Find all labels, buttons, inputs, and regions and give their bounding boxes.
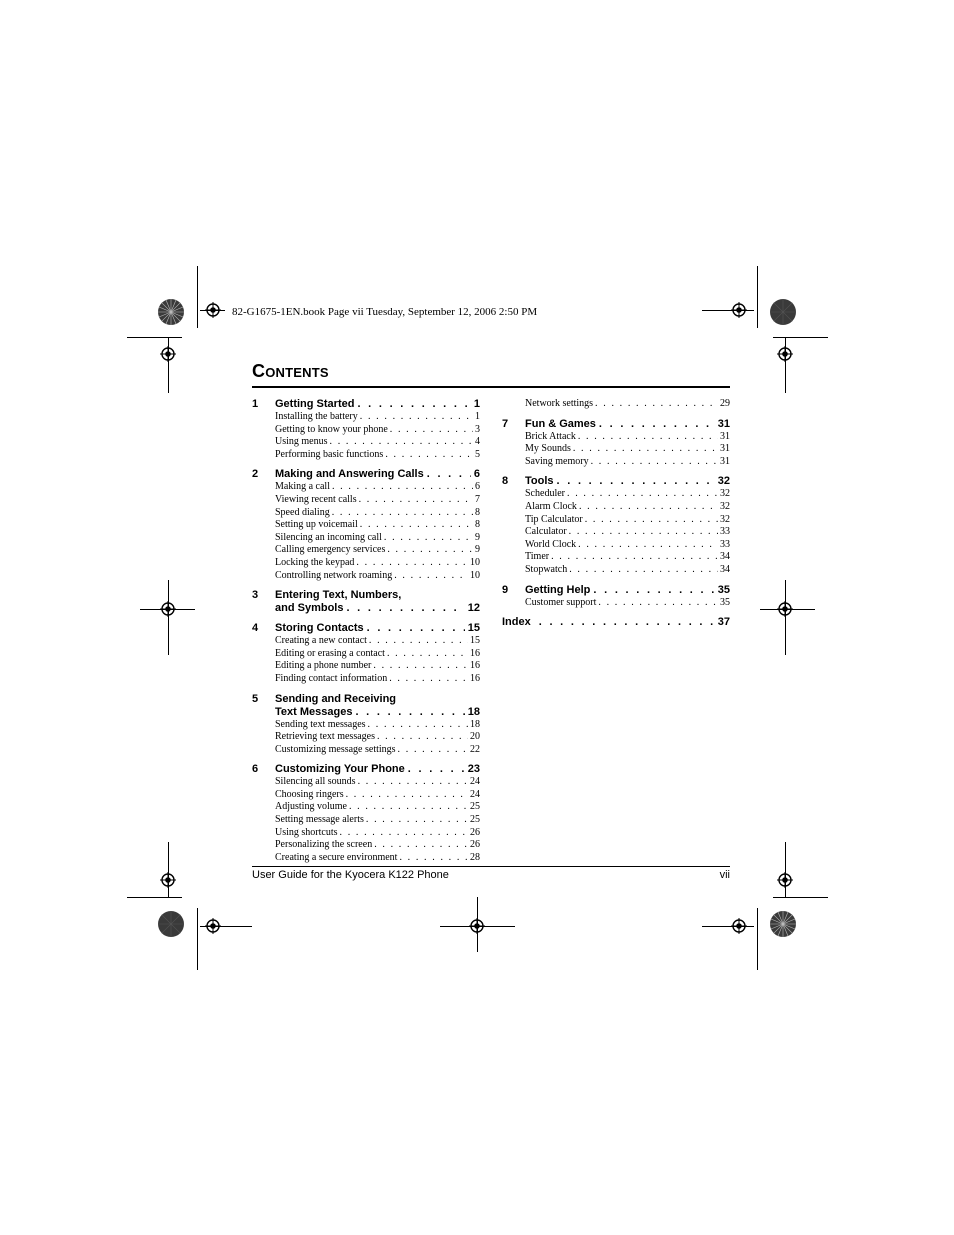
dot-leader: [340, 827, 469, 840]
registration-mark-icon: [731, 918, 747, 934]
dot-leader: [332, 481, 473, 494]
toc-entry-label: Scheduler: [525, 488, 565, 500]
toc-entry-page: 24: [470, 788, 480, 800]
printer-starburst-icon: [769, 298, 797, 326]
chapter-title[interactable]: [275, 602, 480, 615]
printer-starburst-icon: [769, 910, 797, 938]
dot-leader: [359, 494, 473, 507]
dot-leader: [373, 660, 468, 673]
toc-entry[interactable]: [525, 488, 730, 501]
dot-leader: [360, 411, 473, 424]
toc-entry-page: 32: [720, 513, 730, 525]
toc-entry-page: 8: [475, 519, 480, 531]
toc-entry-label: Alarm Clock: [525, 500, 577, 512]
index-label: Index: [502, 616, 531, 629]
toc-entry-label: Calculator: [525, 526, 567, 538]
chapter-title-text: Tools: [525, 475, 554, 488]
chapter-body: [275, 763, 480, 864]
chapter-title-text: Making and Answering Calls: [275, 468, 424, 481]
toc-entry-page: 22: [470, 743, 480, 755]
toc-entry-label: Creating a secure environment: [275, 851, 398, 863]
toc-entry[interactable]: [525, 526, 730, 539]
toc-entry-page: 26: [470, 839, 480, 851]
toc-entry[interactable]: [275, 519, 480, 532]
toc-entry[interactable]: [525, 443, 730, 456]
toc-entry[interactable]: [275, 507, 480, 520]
toc-entry-label: Locking the keypad: [275, 556, 355, 568]
toc-entry-label: Adjusting volume: [275, 801, 347, 813]
dot-leader: [369, 635, 468, 648]
chapter-body: [275, 622, 480, 685]
toc-entry[interactable]: [275, 719, 480, 732]
toc-entry-page: 10: [470, 556, 480, 568]
dot-leader: [357, 398, 470, 411]
printer-starburst-icon: [157, 298, 185, 326]
toc-entry-page: 18: [470, 718, 480, 730]
chapter-title[interactable]: [525, 475, 730, 488]
toc-entry[interactable]: [525, 431, 730, 444]
toc-entry-label: Brick Attack: [525, 430, 576, 442]
dot-leader: [557, 475, 715, 488]
toc-entry-page: 20: [470, 731, 480, 743]
registration-mark-icon: [777, 601, 793, 617]
registration-mark-icon: [205, 302, 221, 318]
dot-leader: [389, 673, 468, 686]
toc-entry-label: Tip Calculator: [525, 513, 583, 525]
toc-entry-label: Saving memory: [525, 455, 589, 467]
toc-entry-label: Editing or erasing a contact: [275, 647, 385, 659]
chapter-title[interactable]: [525, 584, 730, 597]
toc-entry[interactable]: [525, 597, 730, 610]
chapter-page: 12: [467, 602, 480, 615]
toc-entry[interactable]: [275, 449, 480, 462]
dot-leader: [356, 557, 468, 570]
footer-guide-title: User Guide for the Kyocera K122 Phone: [252, 869, 449, 881]
chapter-body: [275, 398, 480, 461]
chapter-page: 1: [473, 398, 480, 410]
chapter-number: 9: [502, 583, 509, 596]
toc-entry[interactable]: [275, 570, 480, 583]
dot-leader: [599, 418, 715, 431]
toc-entry-page: 8: [475, 506, 480, 518]
toc-entry-label: Retrieving text messages: [275, 731, 375, 743]
toc-entry-label: Editing a phone number: [275, 660, 372, 672]
toc-entry-label: World Clock: [525, 538, 577, 550]
chapter-title-text: Fun & Games: [525, 417, 596, 430]
dot-leader: [385, 449, 473, 462]
chapter-title-first-line: Sending and Receiving: [275, 692, 397, 705]
toc-entry[interactable]: [525, 551, 730, 564]
toc-entry[interactable]: [275, 839, 480, 852]
page-title-initial: C: [252, 361, 266, 381]
toc-entry-page: 34: [720, 551, 730, 563]
toc-chapter: [502, 584, 730, 610]
toc-entry[interactable]: [525, 456, 730, 469]
chapter-page: 32: [717, 475, 730, 488]
registration-mark-icon: [205, 918, 221, 934]
chapter-title[interactable]: [275, 622, 480, 635]
toc-entry[interactable]: [275, 494, 480, 507]
registration-mark-icon: [777, 346, 793, 362]
toc-entry-page: 25: [470, 814, 480, 826]
toc-entry[interactable]: [275, 557, 480, 570]
toc-chapter: [252, 763, 480, 864]
toc-entry-page: 29: [720, 398, 730, 409]
chapter-page: 18: [467, 705, 480, 718]
dot-leader: [358, 776, 468, 789]
registration-mark-icon: [469, 918, 485, 934]
dot-leader: [398, 744, 468, 757]
toc-entry-page: 33: [720, 526, 730, 538]
toc-entry-label: Silencing all sounds: [275, 776, 356, 788]
page-title: [252, 361, 329, 382]
toc-chapter: [252, 622, 480, 685]
toc-entry-label: Calling emergency services: [275, 544, 386, 556]
chapter-number: 1: [252, 398, 259, 410]
registration-mark-icon: [777, 872, 793, 888]
toc-entry[interactable]: [275, 789, 480, 802]
chapter-title-line[interactable]: [275, 589, 480, 602]
toc-entry-label: Using menus: [275, 436, 328, 448]
chapter-body: [275, 693, 480, 757]
dot-leader: [330, 436, 474, 449]
dot-leader: [578, 431, 718, 444]
dot-leader: [539, 616, 715, 628]
chapter-title-text: Getting Started: [275, 398, 355, 410]
toc-entry[interactable]: [275, 814, 480, 827]
toc-chapter: [252, 693, 480, 757]
chapter-title-text: Text Messages: [275, 705, 353, 718]
toc-entry-page: 9: [475, 531, 480, 543]
toc-entry-page: 35: [720, 596, 730, 608]
toc-entry-label: Sending text messages: [275, 718, 366, 730]
toc-entry[interactable]: [275, 673, 480, 686]
toc-entry[interactable]: [275, 801, 480, 814]
dot-leader: [367, 622, 465, 635]
registration-mark-icon: [160, 601, 176, 617]
toc-entry-label: Creating a new contact: [275, 635, 367, 647]
dot-leader: [355, 706, 464, 719]
toc-entry[interactable]: [525, 398, 730, 411]
chapter-number: 2: [252, 468, 259, 481]
toc-entry[interactable]: [525, 501, 730, 514]
toc-entry-label: Installing the battery: [275, 411, 358, 422]
toc-entry-label: Speed dialing: [275, 506, 330, 518]
chapter-title-line[interactable]: [275, 693, 480, 706]
dot-leader: [366, 814, 468, 827]
chapter-body: [275, 589, 480, 615]
dot-leader: [399, 852, 468, 865]
registration-mark-icon: [731, 302, 747, 318]
chapter-title-text: and Symbols: [275, 602, 344, 615]
printer-starburst-icon: [157, 910, 185, 938]
chapter-number: 4: [252, 622, 259, 635]
dot-leader: [346, 789, 468, 802]
chapter-body: [525, 475, 730, 576]
toc-entry-label: Performing basic functions: [275, 448, 384, 460]
toc-entry-page: 9: [475, 544, 480, 556]
chapter-number: 5: [252, 692, 259, 705]
dot-leader: [360, 519, 473, 532]
dot-leader: [593, 584, 714, 597]
dot-leader: [598, 597, 718, 610]
footer-divider: [252, 866, 730, 867]
toc-entry-label: Customizing message settings: [275, 743, 396, 755]
toc-entry-label: Timer: [525, 551, 550, 563]
chapter-number: 6: [252, 763, 259, 776]
dot-leader: [346, 602, 464, 615]
toc-entry-page: 10: [470, 569, 480, 581]
toc-entry-page: 7: [475, 493, 480, 505]
toc-entry[interactable]: [275, 827, 480, 840]
toc-entry-page: 32: [720, 488, 730, 500]
toc-entry-page: 31: [720, 443, 730, 455]
chapter-title[interactable]: [275, 398, 480, 411]
toc-entry[interactable]: [275, 852, 480, 865]
toc-chapter: [252, 398, 480, 461]
dot-leader: [567, 488, 718, 501]
toc-entry-page: 1: [475, 411, 480, 422]
toc-entry-label: Customer support: [525, 596, 597, 608]
toc-entry[interactable]: [275, 411, 480, 424]
chapter-title-text: Getting Help: [525, 583, 591, 596]
toc-chapter: [252, 589, 480, 615]
toc-entry-page: 25: [470, 801, 480, 813]
dot-leader: [569, 526, 718, 539]
chapter-page: 6: [473, 468, 480, 481]
toc-entry-label: Stopwatch: [525, 563, 568, 575]
dot-leader: [551, 551, 718, 564]
toc-entry[interactable]: [275, 481, 480, 494]
toc-entry-label: Getting to know your phone: [275, 423, 388, 435]
chapter-number: 8: [502, 475, 509, 488]
toc-chapter: [252, 468, 480, 582]
toc-entry[interactable]: [275, 544, 480, 557]
toc-entry-page: 34: [720, 563, 730, 575]
page-title-rest: ONTENTS: [265, 365, 329, 380]
chapter-page: 23: [467, 763, 480, 776]
toc-entry[interactable]: [525, 539, 730, 552]
dot-leader: [595, 398, 718, 411]
dot-leader: [377, 731, 468, 744]
toc-index[interactable]: [502, 616, 730, 628]
toc-entry-page: 33: [720, 538, 730, 550]
registration-mark-icon: [160, 346, 176, 362]
toc-entry-page: 24: [470, 776, 480, 788]
toc-entry[interactable]: [525, 514, 730, 527]
dot-leader: [579, 501, 718, 514]
toc-entry[interactable]: [275, 744, 480, 757]
toc-entry[interactable]: [275, 776, 480, 789]
dot-leader: [569, 564, 718, 577]
toc-entry-label: My Sounds: [525, 443, 571, 455]
toc-entry-label: Setting message alerts: [275, 814, 364, 826]
toc-entry-page: 5: [475, 448, 480, 460]
toc-entry-page: 16: [470, 660, 480, 672]
toc-entry[interactable]: [275, 731, 480, 744]
toc-entry-label: Personalizing the screen: [275, 839, 373, 851]
toc-entry[interactable]: [275, 424, 480, 437]
toc-entry[interactable]: [275, 660, 480, 673]
toc-entry-page: 31: [720, 455, 730, 467]
chapter-page: 31: [717, 417, 730, 430]
toc-entry-page: 16: [470, 647, 480, 659]
toc-entry-label: Silencing an incoming call: [275, 531, 382, 543]
toc-entry-page: 28: [470, 851, 480, 863]
title-divider: [252, 386, 730, 388]
chapter-body: [525, 584, 730, 610]
chapter-title[interactable]: [275, 763, 480, 776]
toc-entry-label: Setting up voicemail: [275, 519, 358, 531]
toc-entry-label: Viewing recent calls: [275, 493, 357, 505]
toc-entry-page: 4: [475, 436, 480, 448]
toc-continued: [502, 398, 730, 411]
dot-leader: [368, 719, 468, 732]
chapter-title-first-line: Entering Text, Numbers,: [275, 589, 402, 602]
toc-entry[interactable]: [275, 648, 480, 661]
index-page: 37: [717, 616, 730, 629]
dot-leader: [387, 544, 473, 557]
registration-mark-icon: [160, 872, 176, 888]
dot-leader: [591, 456, 718, 469]
toc-entry-page: 26: [470, 826, 480, 838]
toc-entry-page: 6: [475, 481, 480, 493]
toc-entry-page: 15: [470, 635, 480, 647]
toc-chapter: [502, 418, 730, 469]
toc-entry[interactable]: [275, 635, 480, 648]
chapter-title[interactable]: [275, 468, 480, 481]
dot-leader: [387, 648, 468, 661]
toc-chapter: [502, 475, 730, 576]
chapter-number: 3: [252, 589, 259, 602]
chapter-body: [275, 468, 480, 582]
dot-leader: [585, 514, 718, 527]
toc-entry[interactable]: [525, 564, 730, 577]
dot-leader: [374, 839, 468, 852]
dot-leader: [332, 507, 473, 520]
toc-entry[interactable]: [275, 436, 480, 449]
chapter-page: 35: [717, 583, 730, 596]
toc-entry-label: Network settings: [525, 398, 594, 409]
toc-entry-page: 3: [475, 423, 480, 435]
footer-page-number: vii: [719, 869, 730, 881]
dot-leader: [349, 801, 468, 814]
toc-entry-page: 16: [470, 672, 480, 684]
file-info-header: 82-G1675-1EN.book Page vii Tuesday, September 12, 2006 2:50 PM: [232, 306, 538, 318]
chapter-title[interactable]: [275, 706, 480, 719]
toc-entry-label: Controlling network roaming: [275, 569, 393, 581]
chapter-body: [525, 418, 730, 469]
dot-leader: [394, 570, 468, 583]
chapter-title-text: Storing Contacts: [275, 622, 364, 635]
chapter-title[interactable]: [525, 418, 730, 431]
toc-entry-label: Making a call: [275, 481, 330, 493]
dot-leader: [578, 539, 718, 552]
chapter-number: 7: [502, 417, 509, 430]
toc-entry-page: 32: [720, 500, 730, 512]
toc-right-column: [502, 398, 730, 628]
dot-leader: [384, 532, 473, 545]
toc-entry[interactable]: [275, 532, 480, 545]
toc-entry-label: Finding contact information: [275, 672, 388, 684]
chapter-body: [525, 398, 730, 411]
toc-left-column: [252, 398, 480, 864]
toc-entry-page: 31: [720, 430, 730, 442]
dot-leader: [408, 763, 465, 776]
dot-leader: [427, 468, 471, 481]
toc-entry-label: Using shortcuts: [275, 826, 338, 838]
chapter-title-text: Customizing Your Phone: [275, 763, 405, 776]
chapter-page: 15: [467, 622, 480, 635]
toc-entry-label: Choosing ringers: [275, 788, 344, 800]
dot-leader: [573, 443, 718, 456]
dot-leader: [390, 424, 473, 437]
